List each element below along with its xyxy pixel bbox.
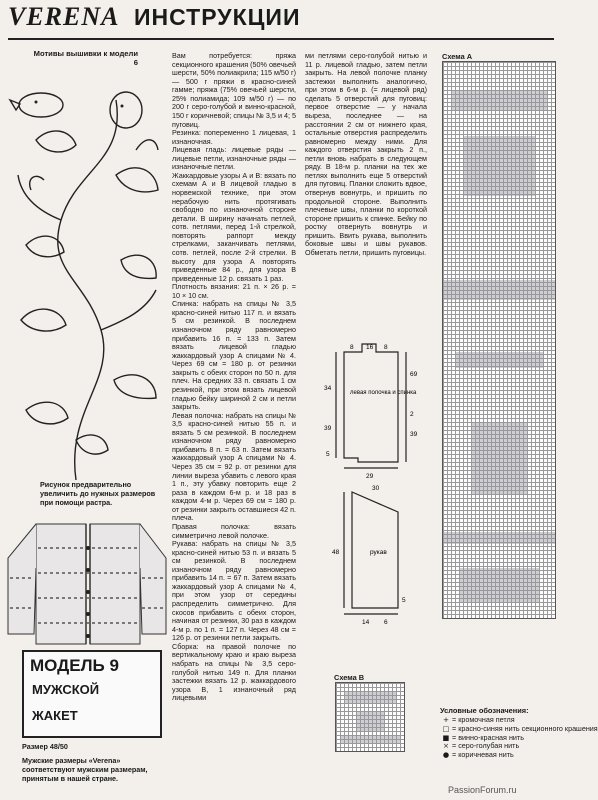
size-note: Мужские размеры «Verena» соответствуют мужским размерам, принятым в нашей стране.: [22, 756, 148, 783]
legend-symbol: ●: [442, 750, 450, 760]
legend-symbol: ■: [442, 732, 450, 742]
legend-item: [440, 751, 560, 760]
dim-sleeve-bottom-1: 14: [362, 619, 370, 626]
model-title: МОДЕЛЬ 9: [30, 656, 119, 675]
scheme-a-label: Схема А: [442, 52, 473, 61]
legend-text: = серо-голубая нить: [452, 741, 520, 751]
scheme-b-grid: [335, 682, 405, 752]
legend-symbol: □: [442, 723, 450, 733]
assembly-continued-paragraph: ми петлями серо-голубой нитью и 11 р. лицевой гладью, затем петли закрыть. На левой полочке планку застежки выполнить аналогично, при этом в 6-м р. (= лицевой ряд) сделать 5 отверстий для пуговиц: первое отверстие — у начала выреза, последнее — на расстоянии 2 см от нижнего края, остальные отверстия распределить равномерно между ними. Для каждого отверстия закрыть 2 п., петли вновь набрать в следующем ряду. В 18-м р. планки на тех же петлях выполнить еще 5 отверстий для пуговиц. Планки сложить вдвое, отвернув вовнутрь, и пришить по продольной стороне. Выполнить плечевые швы, планки по короткой стороне пришить к спинке. Бейку по ростку отвернуть вовнутрь и пришить. Ввить рукава, выполнить боковые швы и швы рукавов. Обметать петли, пришить пуговицы.: [305, 51, 427, 257]
model-subtitle-2: ЖАКЕТ: [32, 708, 78, 723]
legend-symbol: ×: [442, 741, 450, 751]
scheme-b-motif-band: [344, 691, 396, 703]
legend-symbol: +: [442, 715, 450, 724]
page-title: ИНСТРУКЦИИ: [134, 4, 301, 30]
motif-title: Мотивы вышивки к модели 6: [33, 49, 138, 68]
left-front-paragraph: Левая полочка: набрать на спицы № 3,5 красно-синей нитью 55 п. и вязать 5 см резинкой. В последнем изнаночном ряду равномерно прибавить 8 п. = 63 п. Затем вязать жаккардовый узор А спицами № 4. Через 35 см = 92 р. от резинки для линии выреза убавить с левого края 1 п., эту убавку повторить еще 2 раза в каждом 6-м р. и 18 раз в каждом 4-м р. Через 69 см = 180 р. от резинки закрыть оставшиеся 42 п. плеча.: [172, 410, 296, 523]
scheme-a-motif-block: [471, 422, 527, 494]
brand-logo: VERENA: [8, 2, 120, 31]
jacquard-paragraph: Жаккардовые узоры А и В: вязать по схемам А и В лицевой гладью в норвежской технике, при этом нерабочую нить протягивать свободно по изнаночной стороне детали. В ширину начинать петлей, сотв. петлями, перед 1-й стрелкой, повторять раппорт между стрелками, заканчивать петлями, сотв. петлей, после 2-й стрелки. В высоту для узора А повторять приведенные 84 р., для узора В приведенные 12 р. связать 1 раз.: [172, 170, 296, 283]
dim-sleeve-right: 5: [402, 597, 406, 604]
legend: [440, 715, 598, 760]
instructions-column-1: [172, 52, 296, 703]
watermark: PassionForum.ru: [448, 785, 517, 795]
dim-sleeve-top: 30: [372, 485, 380, 492]
assembly-paragraph: Сборка: на правой полочке по вертикальному краю и краю выреза набрать на спицы № 3,5 серо-голубой нитью 149 п. Для планки застежки вязать 12 р. жаккардового узора В, 1 изнаночный ряд лицевыми: [172, 641, 296, 703]
instructions-column-2: [305, 52, 427, 258]
dim-back-top-3: 8: [384, 344, 388, 351]
scheme-b-label: Схема В: [334, 673, 365, 682]
scheme-a-grid: [442, 61, 556, 619]
scheme-a-motif-band: [443, 280, 555, 300]
embroidery-motif-drawing: [6, 80, 166, 480]
scheme-b-motif-block: [356, 711, 384, 731]
dim-back-right-3: 39: [410, 431, 418, 438]
model-subtitle-1: МУЖСКОЙ: [32, 682, 100, 697]
model-title-box: [22, 650, 162, 738]
legend-text: = красно-синяя нить секционного крашения: [452, 723, 598, 733]
header-rule: [8, 38, 554, 40]
scheme-a-motif-band: [455, 352, 543, 368]
stockinette-paragraph: Лицевая гладь: лицевые ряды — лицевые петли, изнаночные ряды — изнаночные петли.: [172, 145, 296, 172]
sleeve-piece-label: рукав: [370, 549, 387, 556]
dim-back-left-1: 34: [324, 385, 332, 392]
rib-paragraph: Резинка: попеременно 1 лицевая, 1 изнаночная.: [172, 128, 296, 146]
scheme-a-motif-block: [463, 136, 535, 196]
back-paragraph: Спинка: набрать на спицы № 3,5 красно-синей нитью 117 п. и вязать 5 см резинкой. В последнем изнаночном ряду равномерно прибавить 16 п. = 133 п. Затем вязать лицевой гладью жаккардовый узор А спицами № 4. Через 69 см = 180 р. от резинки закрыть с обеих сторон по 50 п. для плеч. На средних 33 п. связать 1 см резинкой, при этом вязать лицевой гладью бейку шириной 2 см и петли закрыть.: [172, 299, 296, 412]
dim-back-right-1: 69: [410, 371, 418, 378]
dim-sleeve-bottom-2: 6: [384, 619, 388, 626]
dim-sleeve-left: 48: [332, 549, 340, 556]
dim-back-left-3: 5: [326, 451, 330, 458]
dim-back-top-2: 16: [366, 344, 374, 351]
sleeves-paragraph: Рукава: набрать на спицы № 3,5 красно-синей нитью 53 п. и вязать 5 см резинкой. В последнем изнаночном ряду равномерно прибавить 14 п. = 67 п. Затем вязать жаккардовый узор А спицами № 4, при этом узор от середины распределить симметрично. Для скосов прибавить с обеих сторон, начиная от резинки, 30 раз в каждом 4-м р. по 1 п. = 127 п. Через 48 см = 126 р. от резинки петли закрыть.: [172, 539, 296, 643]
right-front-paragraph: Правая полочка: вязать симметрично левой полочке.: [172, 521, 296, 540]
legend-text: = винно-красная нить: [452, 732, 524, 742]
size-label: Размер 48/50: [22, 742, 68, 751]
back-piece-label: левая полочка и спинка: [350, 390, 417, 396]
legend-text: = коричневая нить: [452, 750, 514, 760]
scheme-a-motif-band: [443, 532, 555, 544]
dim-back-top-1: 8: [350, 344, 354, 351]
scheme-b-motif-band: [340, 735, 400, 743]
legend-title: Условные обозначения:: [440, 706, 529, 715]
dim-back-bottom: 29: [366, 473, 374, 480]
pattern-diagram: [318, 340, 430, 635]
dim-back-right-2: 2: [410, 411, 414, 418]
jacket-sketch: [6, 518, 168, 646]
dim-back-left-2: 39: [324, 425, 332, 432]
legend-text: = кромочная петля: [452, 715, 515, 724]
scheme-a-motif-block: [459, 568, 539, 602]
embroidery-caption: Рисунок предварительно увеличить до нужных размеров при помощи растра.: [40, 480, 156, 507]
scheme-a-motif-band: [451, 90, 547, 110]
gauge-paragraph: Плотность вязания: 21 п. × 26 р. = 10 × 10 см.: [172, 282, 296, 300]
materials-paragraph: Вам потребуется: пряжа секционного крашения (50% овечьей шерсти, 50% полиакрила; 115 м/50 г) — 500 г пряжи в красно-синей гамме; пряжа (75% овечьей шерсти, 25% полиамида; 109 м/50 г) — по 200 г серо-голубой и винно-красной, 150 г коричневой; спицы № 3,5 и 4; 5 пуговиц.: [172, 51, 296, 129]
